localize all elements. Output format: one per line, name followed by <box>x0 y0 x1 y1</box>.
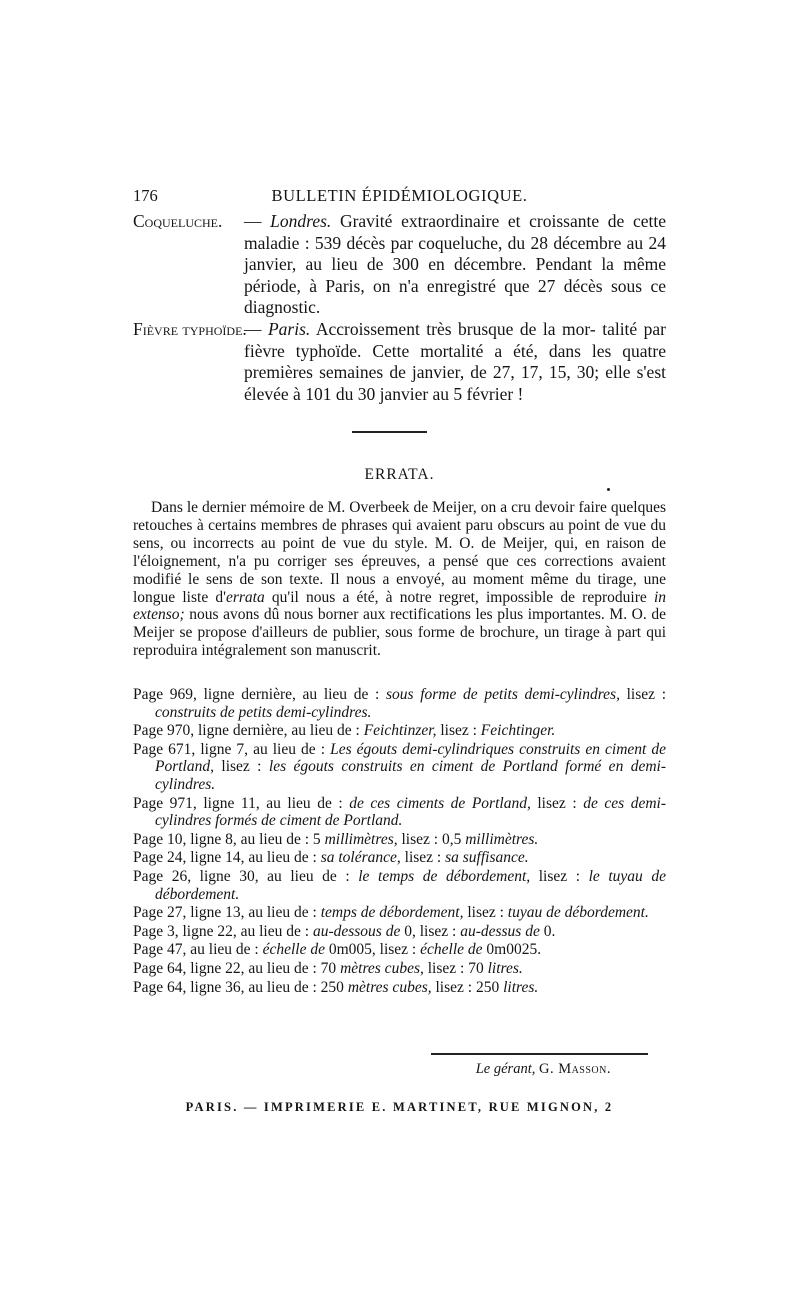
correction-ref: Page 971, ligne 11, au lieu de : <box>133 794 350 812</box>
page-number: 176 <box>133 186 158 205</box>
correction-mid: lisez : <box>463 904 508 922</box>
correction-mid: 0m005, lisez : <box>324 941 421 959</box>
correction-right: Feichtinger. <box>480 722 556 740</box>
correction-wrong: sous forme de petits demi-cylindres, <box>385 686 620 703</box>
entry-text-first: Accroissement très brusque de la mor- <box>310 319 596 339</box>
correction-item <box>133 868 666 903</box>
gerant-label: Le gérant, <box>475 1061 536 1077</box>
correction-wrong: le temps de débordement, <box>358 867 531 885</box>
correction-item <box>133 795 666 830</box>
correction-mid: lisez : <box>530 794 584 812</box>
in-extenso: in extenso; <box>133 588 666 624</box>
entry-label: Fièvre typhoïde. <box>133 319 247 339</box>
correction-item <box>133 941 666 959</box>
correction-item <box>133 849 666 867</box>
errata-text: nous avons dû nous borner aux rectifications les plus importantes. M. O. de Meijer se propose d'ailleurs de publier, sous forme de brochure, un tirage à part qui reproduira intégralement son manuscrit. <box>133 606 666 660</box>
entry-dash: — <box>244 319 268 339</box>
correction-ref: Page 26, ligne 30, au lieu de : <box>133 867 359 885</box>
entry-coqueluche <box>133 211 666 319</box>
errata-text: qu'il nous a été, à notre regret, impossible de reproduire <box>264 588 654 606</box>
entry-dash: — <box>244 211 271 231</box>
correction-mid: lisez : 0,5 <box>397 830 466 848</box>
correction-tail: 0. <box>539 922 556 940</box>
correction-ref: Page 47, au lieu de : <box>133 941 263 959</box>
correction-wrong: de ces ciments de Portland, <box>349 794 531 812</box>
correction-mid: lisez : <box>400 849 446 867</box>
correction-right: au-dessus de <box>460 922 540 940</box>
correction-ref: Page 671, ligne 7, au lieu de : <box>133 740 331 758</box>
entry-place: Londres. <box>270 211 332 231</box>
print-speck <box>607 488 610 491</box>
entry-text-first: Gravité extraordinaire et croissante de <box>331 211 625 231</box>
correction-mid: 0, lisez : <box>400 922 461 940</box>
correction-wrong: échelle de <box>262 941 325 959</box>
signature-line <box>476 1061 611 1078</box>
correction-wrong: temps de débordement, <box>320 904 464 922</box>
correction-wrong: millimètres, <box>324 830 398 848</box>
correction-right: litres. <box>487 959 523 977</box>
correction-ref: Page 64, ligne 22, au lieu de : 70 <box>133 959 341 977</box>
entry-fievre-typhoide <box>133 319 666 405</box>
running-title: BULLETIN ÉPIDÉMIOLOGIQUE. <box>271 186 528 205</box>
correction-ref: Page 3, ligne 22, au lieu de : <box>133 922 313 940</box>
entry-body <box>244 211 666 319</box>
correction-tail: 0m0025. <box>482 941 542 959</box>
correction-right: de ces demi-cylindres formés de ciment de Portland. <box>155 794 666 830</box>
correction-ref: Page 969, ligne dernière, au lieu de : <box>133 686 386 703</box>
entry-place: Paris. <box>267 319 311 339</box>
correction-item <box>133 741 666 794</box>
correction-right: millimètres. <box>465 830 539 848</box>
correction-ref: Page 970, ligne dernière, au lieu de : <box>133 722 364 740</box>
correction-item <box>133 722 666 740</box>
correction-wrong: Feichtinzer, <box>363 722 437 740</box>
entry-text: cette maladie : 539 décès par coqueluche, du 28 décembre au 24 janvier, au lieu de 300 en décembre. Pendant la même période, à Paris, on n'a enregistré que 27 décès sous ce diagnostic. <box>244 211 667 318</box>
section-divider <box>352 431 427 433</box>
correction-mid: lisez : 70 <box>423 959 488 977</box>
running-header <box>133 186 666 210</box>
correction-mid: lisez : <box>530 867 589 885</box>
correction-ref: Page 64, ligne 36, au lieu de : 250 <box>133 978 348 996</box>
errata-title: ERRATA. <box>364 466 435 483</box>
correction-mid: lisez : 250 <box>431 978 504 996</box>
signature-rule <box>431 1053 648 1055</box>
correction-mid: lisez : <box>619 686 666 703</box>
correction-right: construits de petits demi-cylindres. <box>155 703 372 721</box>
correction-wrong: au-dessous de <box>312 922 401 940</box>
correction-right: tuyau de débordement. <box>507 904 649 922</box>
entry-body <box>244 319 666 405</box>
gerant-name: G. Masson. <box>538 1061 611 1077</box>
correction-item <box>133 686 666 721</box>
correction-ref: Page 24, ligne 14, au lieu de : <box>133 849 321 867</box>
correction-mid: lisez : <box>436 722 481 740</box>
correction-item <box>133 923 666 941</box>
correction-item <box>133 904 666 922</box>
correction-right: le tuyau de débordement. <box>155 867 666 903</box>
correction-right: sa suffisance. <box>445 849 529 867</box>
correction-item <box>133 979 666 997</box>
correction-item <box>133 960 666 978</box>
correction-right: litres. <box>503 978 539 996</box>
correction-wrong: Les égouts demi-cylindriques construits en ciment de Portland, <box>155 740 666 776</box>
entry-text: talité par fièvre typhoïde. Cette mortalité a été, dans les quatre premières semaines de janvier, de 27, 17, 15, 30; elle s'est élevée à 101 du 30 janvier au 5 février ! <box>244 319 667 404</box>
correction-ref: Page 27, ligne 13, au lieu de : <box>133 904 321 922</box>
errata-text: Dans le dernier mémoire de M. Overbeek de Meijer, on a cru devoir faire quelques retouches à certains membres de phrases qui avaient paru obscurs au point de vue du sens, ou incorrects au point de vue du style. M. O. de Meijer, qui, en raison de l'éloignement, n'a pu corriger ses épreuves, a pensé que ces corrections avaient modifié le sens de son texte. Il nous a envoyé, au moment même du tirage, une longue liste d' <box>133 499 666 606</box>
correction-right: les égouts construits en ciment de Portland formé en demi-cylindres. <box>155 758 666 793</box>
errata-paragraph <box>133 499 666 660</box>
entry-label: Coqueluche. <box>133 211 223 231</box>
errata-word: errata <box>225 588 265 606</box>
corrections-list <box>133 686 666 997</box>
correction-wrong: mètres cubes, <box>340 959 424 977</box>
correction-wrong: mètres cubes, <box>347 978 432 996</box>
correction-mid: lisez : <box>214 758 269 776</box>
printer-imprint: PARIS. — IMPRIMERIE E. MARTINET, RUE MIGNON, 2 <box>185 1100 614 1114</box>
correction-item <box>133 831 666 849</box>
correction-wrong: sa tolérance, <box>320 849 401 867</box>
correction-ref: Page 10, ligne 8, au lieu de : 5 <box>133 830 325 848</box>
correction-right: échelle de <box>420 941 483 959</box>
